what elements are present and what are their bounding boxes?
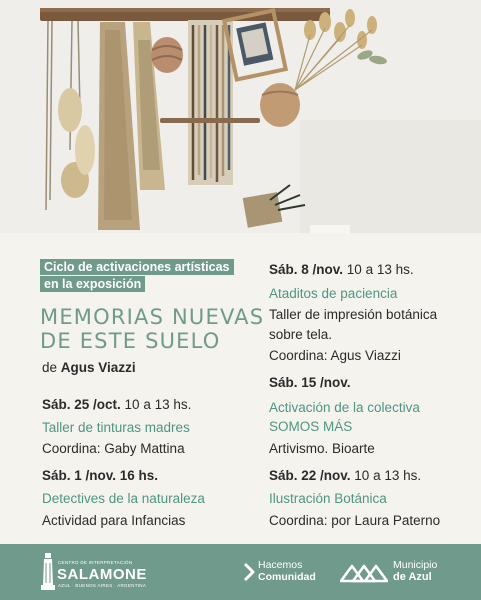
salamone-name: SALAMONE bbox=[57, 566, 147, 583]
hacemos-comunidad-text bbox=[258, 559, 316, 583]
byline-prefix: de bbox=[42, 360, 58, 375]
exhibition-photo bbox=[0, 0, 481, 233]
byline bbox=[42, 360, 136, 375]
event-time: 10 a 13 hs. bbox=[124, 397, 192, 412]
chevron-right-icon bbox=[243, 562, 255, 582]
event-name: Ataditos de paciencia bbox=[269, 286, 398, 301]
event-detail: Coordina: Gaby Mattina bbox=[42, 441, 185, 456]
series-tag-line2: en la exposición bbox=[40, 276, 145, 292]
exhibition-title-line2: DE ESTE SUELO bbox=[40, 329, 221, 353]
exhibition-title-line1: MEMORIAS NUEVAS bbox=[40, 305, 265, 329]
municipio-azul-logo bbox=[340, 558, 450, 588]
municipio-text bbox=[393, 559, 437, 583]
event-name: SOMOS MÁS bbox=[269, 419, 353, 434]
event-date bbox=[269, 262, 414, 277]
event-time: 10 a 13 hs. bbox=[346, 262, 414, 277]
author-name: Agus Viazzi bbox=[60, 360, 136, 375]
event-detail: Artivismo. Bioarte bbox=[269, 441, 375, 456]
event-day: Sáb. 22 /nov. bbox=[269, 468, 351, 483]
event-date bbox=[269, 468, 421, 483]
event-detail: sobre tela. bbox=[269, 327, 333, 342]
event-name: Taller de tinturas madres bbox=[42, 420, 190, 435]
event-date bbox=[42, 468, 158, 483]
program-content bbox=[0, 233, 481, 544]
textile-artworks-illustration bbox=[0, 0, 481, 233]
event-day: Sáb. 25 /oct. bbox=[42, 397, 121, 412]
hc-line1: Hacemos bbox=[258, 559, 303, 571]
muni-line2: de Azul bbox=[393, 571, 432, 583]
salamone-logo bbox=[40, 551, 147, 593]
event-day: Sáb. 15 /nov. bbox=[269, 375, 351, 390]
mountains-icon bbox=[340, 561, 388, 585]
hacemos-comunidad-logo bbox=[243, 559, 333, 587]
salamone-tower-icon bbox=[40, 551, 56, 593]
event-detail: Taller de impresión botánica bbox=[269, 307, 438, 322]
event-day: Sáb. 1 /nov. 16 hs. bbox=[42, 468, 159, 483]
event-detail: Coordina: Agus Viazzi bbox=[269, 348, 401, 363]
series-tag-line1: Ciclo de activaciones artísticas bbox=[40, 259, 234, 275]
event-name: Ilustración Botánica bbox=[269, 491, 387, 506]
event-date bbox=[42, 397, 191, 412]
event-name: Activación de la colectiva bbox=[269, 400, 420, 415]
event-detail: Actividad para Infancias bbox=[42, 513, 186, 528]
muni-line1: Municipio bbox=[393, 559, 438, 571]
event-time: 10 a 13 hs. bbox=[354, 468, 422, 483]
event-day: Sáb. 8 /nov. bbox=[269, 262, 344, 277]
footer-bar bbox=[0, 544, 481, 600]
event-date bbox=[269, 375, 351, 390]
hc-line2: Comunidad bbox=[258, 571, 316, 583]
event-detail: Coordina: por Laura Paterno bbox=[269, 513, 441, 528]
salamone-subtitle: CENTRO DE INTERPRETACIÓN bbox=[58, 560, 133, 565]
salamone-location: AZUL · BUENOS AIRES · ARGENTINA bbox=[58, 583, 147, 588]
event-name: Detectives de la naturaleza bbox=[42, 491, 205, 506]
